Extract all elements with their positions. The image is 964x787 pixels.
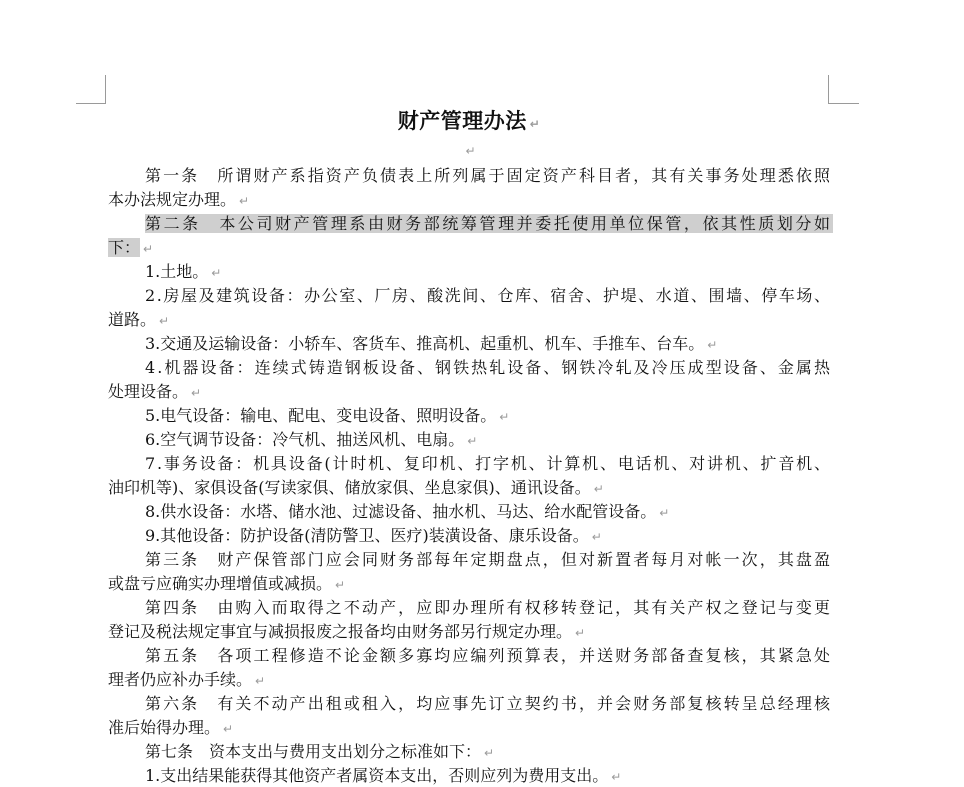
text-line-a4-2 — [108, 620, 830, 644]
text-line-a1-2 — [108, 188, 830, 212]
crop-mark-top-right-vertical — [828, 75, 829, 104]
line-text: 处理设备。 — [108, 382, 189, 401]
line-text: 第一条 所谓财产系指资产负债表上所列属于固定资产科目者，其有关事务处理悉依照 — [145, 166, 833, 185]
paragraph-mark-icon: ↵ — [239, 194, 250, 208]
paragraph-mark-icon: ↵ — [223, 722, 234, 736]
text-line-a5-1 — [108, 644, 833, 668]
line-text: 本办法规定办理。 — [108, 190, 237, 209]
text-line-i9 — [108, 524, 830, 548]
line-text: 第五条 各项工程修造不论金额多寡均应编列预算表，并送财务部备查复核，其紧急处 — [145, 646, 833, 665]
text-line-i2-1 — [108, 284, 830, 308]
line-text: 5.电气设备：输电、配电、变电设备、照明设备。 — [145, 406, 497, 425]
document-title-text: 财产管理办法 — [397, 108, 527, 133]
text-line-i8 — [108, 500, 830, 524]
paragraph-mark-icon: ↵ — [335, 578, 346, 592]
line-text: 9.其他设备：防护设备(清防警卫、医疗)装潢设备、康乐设备。 — [145, 526, 589, 545]
text-line-a6-1 — [108, 692, 833, 716]
text-line-a2-1 — [108, 212, 833, 236]
paragraph-mark-icon: ↵ — [659, 506, 670, 520]
text-line-a4-1 — [108, 596, 833, 620]
line-text: 准后始得办理。 — [108, 718, 221, 737]
paragraph-mark-icon: ↵ — [591, 530, 602, 544]
text-line-a1-1 — [108, 164, 833, 188]
line-text: 6.空气调节设备：冷气机、抽送风机、电扇。 — [145, 430, 465, 449]
line-text: 3.交通及运输设备：小轿车、客货车、推高机、起重机、机车、手推车、台车。 — [145, 334, 705, 353]
paragraph-mark-icon: ↵ — [465, 144, 476, 158]
text-line-i4-2 — [108, 380, 830, 404]
paragraph-mark-icon: ↵ — [467, 434, 478, 448]
paragraph-mark-icon: ↵ — [159, 314, 170, 328]
line-text: 第六条 有关不动产出租或租入，均应事先订立契约书，并会财务部复核转呈总经理核 — [145, 694, 833, 713]
line-text: 8.供水设备：水塔、储水池、过滤设备、抽水机、马达、给水配管设备。 — [145, 502, 657, 521]
line-text: 下： — [108, 238, 141, 257]
paragraph-mark-icon: ↵ — [593, 482, 604, 496]
paragraph-mark-icon: ↵ — [529, 117, 541, 131]
line-text: 1.支出结果能获得其他资产者属资本支出，否则应列为费用支出。 — [145, 766, 609, 785]
paragraph-mark-icon: ↵ — [499, 410, 510, 424]
document-title — [108, 106, 830, 136]
line-text: 第二条 本公司财产管理系由财务部统筹管理并委托使用单位保管，依其性质划分如 — [145, 214, 833, 233]
paragraph-mark-icon: ↵ — [255, 674, 266, 688]
crop-mark-top-left-vertical — [105, 75, 106, 104]
paragraph-mark-icon: ↵ — [143, 242, 154, 256]
line-text: 理者仍应补办手续。 — [108, 670, 253, 689]
line-text: 或盘亏应确实办理增值或减损。 — [108, 574, 333, 593]
text-line-i3 — [108, 332, 830, 356]
text-line-a5-2 — [108, 668, 830, 692]
text-line-i7-1 — [108, 452, 830, 476]
paragraph-mark-icon: ↵ — [611, 770, 622, 784]
crop-mark-top-right-horizontal — [828, 103, 859, 104]
text-line-a3-2 — [108, 572, 830, 596]
line-text: 油印机等)、家俱设备(写读家俱、储放家俱、坐息家俱)、通讯设备。 — [108, 478, 591, 497]
line-text: 道路。 — [108, 310, 157, 329]
text-line-i2-2 — [108, 308, 830, 332]
line-text: 2.房屋及建筑设备：办公室、厂房、酸洗间、仓库、宿舍、护堤、水道、围墙、停车场、 — [145, 286, 832, 305]
line-text: 登记及税法规定事宜与减损报废之报备均由财务部另行规定办理。 — [108, 622, 573, 641]
text-line-i1 — [108, 260, 830, 284]
text-line-i6 — [108, 428, 830, 452]
text-line-b1 — [108, 764, 830, 787]
document-lines — [108, 164, 833, 787]
line-text: 第七条 资本支出与费用支出划分之标准如下： — [145, 742, 482, 761]
text-line-i4-1 — [108, 356, 833, 380]
text-line-i7-2 — [108, 476, 830, 500]
paragraph-mark-icon: ↵ — [575, 626, 586, 640]
text-line-a3-1 — [108, 548, 833, 572]
text-line-a6-2 — [108, 716, 830, 740]
text-line-i5 — [108, 404, 830, 428]
crop-mark-top-left-horizontal — [76, 103, 106, 104]
document-body[interactable] — [108, 106, 833, 787]
paragraph-mark-icon: ↵ — [191, 386, 202, 400]
line-text: 第三条 财产保管部门应会同财务部每年定期盘点，但对新置者每月对帐一次，其盘盈 — [145, 550, 833, 569]
paragraph-mark-icon: ↵ — [211, 266, 222, 280]
text-line-a7-1 — [108, 740, 830, 764]
paragraph-mark-icon: ↵ — [484, 746, 495, 760]
line-text: 第四条 由购入而取得之不动产，应即办理所有权移转登记，其有关产权之登记与变更 — [145, 598, 833, 617]
empty-paragraph — [108, 136, 830, 164]
line-text: 1.土地。 — [145, 262, 209, 281]
line-text: 7.事务设备：机具设备(计时机、复印机、打字机、计算机、电话机、对讲机、扩音机、 — [145, 454, 832, 473]
text-line-a2-2 — [108, 236, 830, 260]
line-text: 4.机器设备：连续式铸造钢板设备、钢铁热轧设备、钢铁冷轧及冷压成型设备、金属热 — [145, 358, 833, 377]
paragraph-mark-icon: ↵ — [707, 338, 718, 352]
